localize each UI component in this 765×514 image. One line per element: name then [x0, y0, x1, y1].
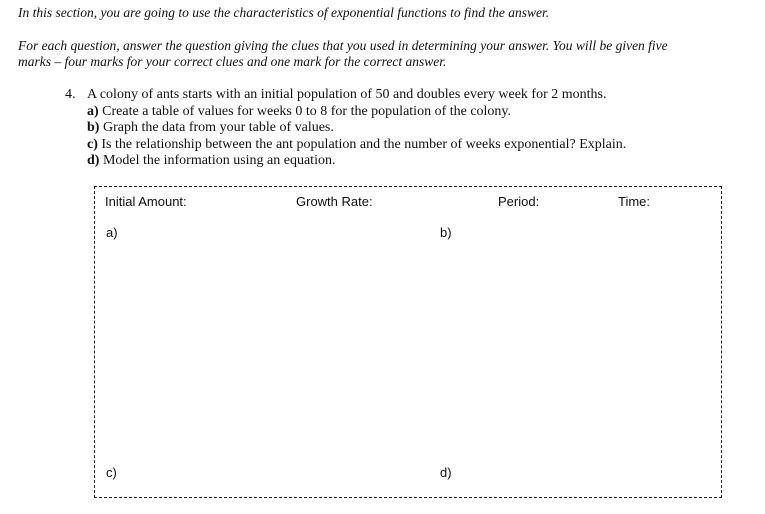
- part-b: [87, 120, 626, 137]
- growth-rate-label: Growth Rate:: [296, 194, 373, 209]
- part-text: Is the relationship between the ant population and the number of weeks exponential? Explain.: [97, 136, 627, 152]
- part-d: [87, 153, 626, 170]
- part-label: c): [87, 136, 98, 152]
- question-number: 4.: [65, 87, 76, 102]
- part-text: Model the information using an equation.: [99, 153, 336, 169]
- answer-box: [94, 186, 722, 498]
- answer-area-c-label: c): [106, 465, 117, 480]
- answer-area-a-label: a): [106, 225, 118, 240]
- part-label: d): [87, 153, 100, 169]
- part-label: a): [87, 103, 99, 119]
- part-text: Graph the data from your table of values.: [99, 120, 334, 136]
- period-label: Period:: [498, 194, 540, 209]
- question-stem: A colony of ants starts with an initial population of 50 and doubles every week for 2 months.: [87, 87, 607, 102]
- intro-line-1: In this section, you are going to use the characteristics of exponential functions to find the answer.: [18, 5, 550, 20]
- initial-amount-label: Initial Amount:: [105, 194, 187, 209]
- intro-line-3: marks – four marks for your correct clues and one mark for the correct answer.: [18, 54, 447, 69]
- part-text: Create a table of values for weeks 0 to 8 for the population of the colony.: [98, 103, 512, 119]
- answer-area-d-label: d): [440, 465, 452, 480]
- intro-line-2: For each question, answer the question giving the clues that you used in determining your answer. You will be given five: [18, 38, 668, 53]
- question-parts: [87, 104, 626, 170]
- part-label: b): [87, 120, 100, 136]
- answer-area-b-label: b): [440, 225, 452, 240]
- part-c: [87, 137, 626, 154]
- time-label: Time:: [618, 194, 651, 209]
- part-a: [87, 104, 626, 121]
